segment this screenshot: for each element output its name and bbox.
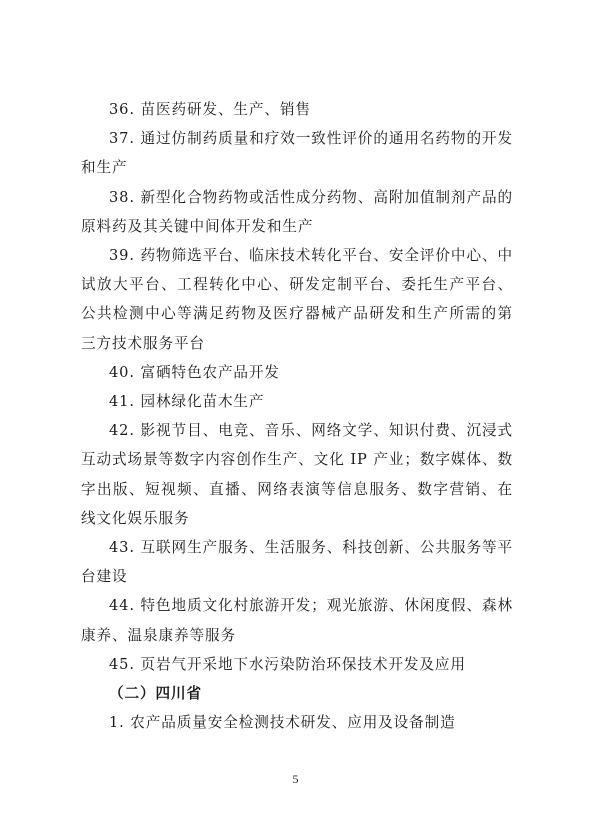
item-text: 农产品质量安全检测技术研发、应用及设备制造	[130, 714, 456, 732]
item-text: 园林绿化苗木生产	[140, 393, 265, 411]
list-item	[81, 650, 513, 679]
item-text: 互联网生产服务、生活服务、科技创新、公共服务等平台建设	[81, 539, 513, 586]
item-number: 44.	[109, 597, 135, 615]
list-item	[81, 241, 513, 358]
item-number: 37.	[109, 130, 135, 148]
list-item	[81, 124, 513, 182]
item-number: 39.	[109, 247, 135, 265]
item-text: 影视节目、电竞、音乐、网络文学、知识付费、沉浸式互动式场景等数字内容创作生产、文化 IP 产业；数字媒体、数字出版、短视频、直播、网络表演等信息服务、数字营销、在线文化娱乐服务	[81, 422, 513, 527]
item-text: 药物筛选平台、临床技术转化平台、安全评价中心、中试放大平台、工程转化中心、研发定制平台、委托生产平台、公共检测中心等满足药物及医疗器械产品研发和生产所需的第三方技术服务平台	[81, 247, 513, 352]
list-item	[81, 533, 513, 591]
item-text: 特色地质文化村旅游开发；观光旅游、休闲度假、森林康养、温泉康养等服务	[81, 597, 513, 644]
item-text: 通过仿制药质量和疗效一致性评价的通用名药物的开发和生产	[81, 130, 513, 177]
item-number: 41.	[109, 393, 135, 411]
item-number: 1.	[109, 714, 125, 732]
item-number: 42.	[109, 422, 135, 440]
item-text: 页岩气开采地下水污染防治环保技术开发及应用	[140, 655, 466, 673]
item-text: 苗医药研发、生产、销售	[140, 101, 311, 118]
item-number: 38.	[109, 188, 135, 206]
list-item	[81, 358, 513, 387]
list-item	[81, 183, 513, 241]
page-number: 5	[292, 772, 299, 786]
document-body	[81, 95, 513, 737]
item-number: 43.	[109, 539, 135, 557]
list-item	[81, 416, 513, 533]
item-text: 新型化合物药物或活性成分药物、高附加值制剂产品的原料药及其关键中间体开发和生产	[81, 188, 513, 235]
item-number: 40.	[109, 363, 135, 381]
item-number: 45.	[109, 655, 135, 673]
section-heading: （二）四川省	[109, 685, 202, 703]
list-item	[81, 708, 513, 737]
item-text: 富硒特色农产品开发	[140, 363, 280, 381]
item-number: 36.	[109, 101, 135, 118]
list-item	[81, 591, 513, 649]
list-item	[81, 95, 513, 124]
list-item	[81, 387, 513, 416]
